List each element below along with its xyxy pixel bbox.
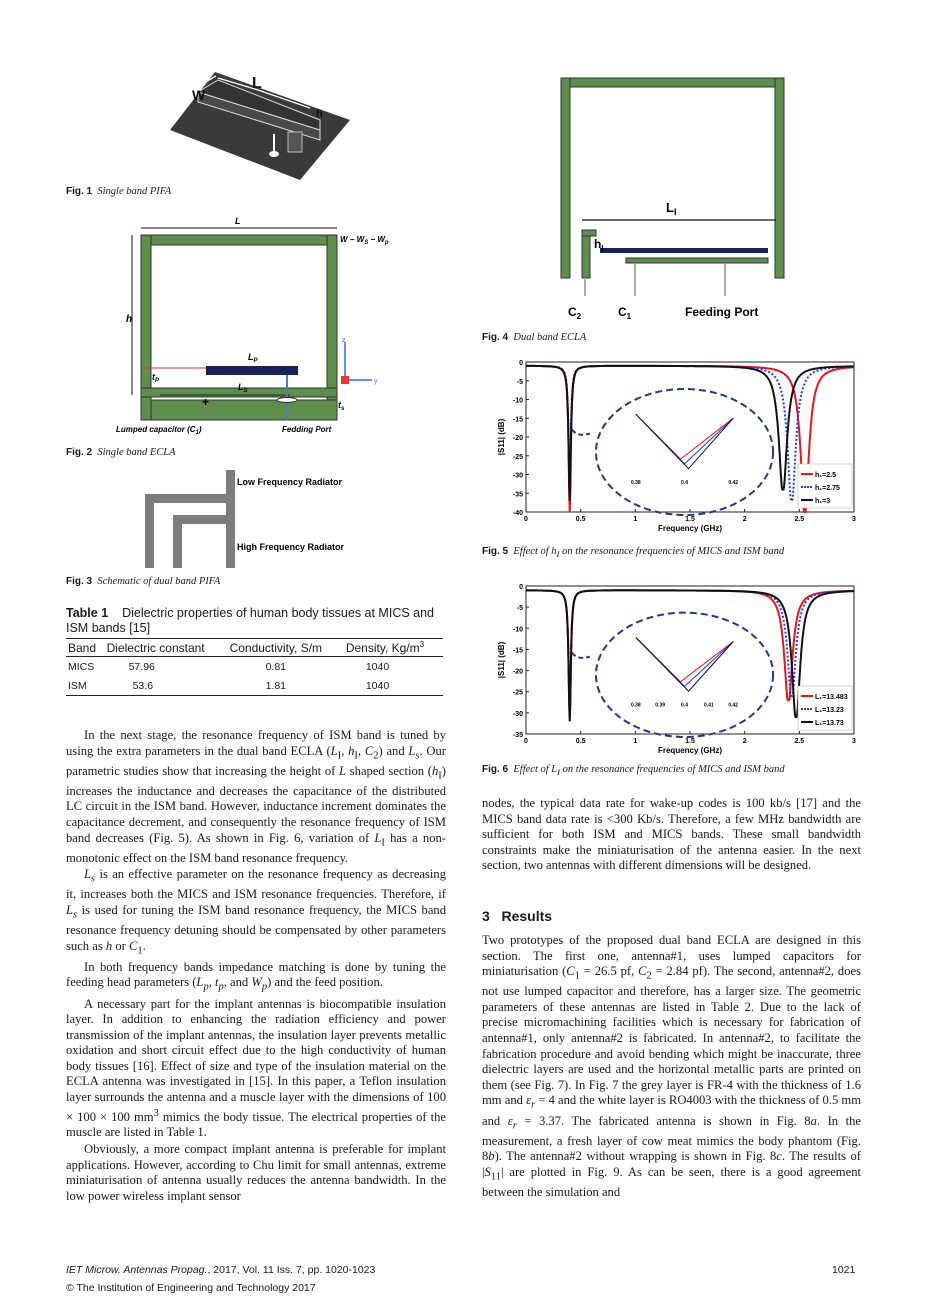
x-tick-label: 1 bbox=[633, 516, 638, 523]
y-tick-label: -25 bbox=[512, 689, 523, 697]
y-tick-label: -25 bbox=[512, 453, 523, 461]
y-axis-label: |S11| (dB) bbox=[497, 641, 506, 679]
y-tick-label: -10 bbox=[512, 626, 523, 634]
y-tick-label: -30 bbox=[512, 710, 523, 718]
y-tick-label: -20 bbox=[512, 668, 523, 676]
x-tick-label: 2 bbox=[742, 738, 747, 745]
inset-tick-label: 0.4 bbox=[681, 480, 689, 487]
fig2-label-L: L bbox=[235, 216, 241, 226]
fig5-caption: Fig. 5 Effect of $h_I$ on the resonance frequencies of MICS and ISM band bbox=[482, 546, 785, 560]
legend-entry: h₁=3 bbox=[815, 498, 831, 505]
fig4-label-C2: $C_2$ bbox=[568, 305, 582, 321]
fig1-image bbox=[170, 72, 350, 180]
fig4-label-C1: $C_1$ bbox=[618, 305, 632, 321]
fig5-chart bbox=[484, 356, 864, 536]
fig2-label-ts: $t_s$ bbox=[338, 400, 345, 412]
table1-header: Dielectric constant bbox=[105, 639, 228, 657]
table1-header: Band bbox=[66, 639, 105, 657]
legend-entry: h₁=2.5 bbox=[815, 472, 836, 479]
x-tick-label: 1.5 bbox=[685, 738, 695, 745]
x-tick-label: 0 bbox=[524, 738, 528, 745]
inset-tick-label: 0.42 bbox=[728, 702, 739, 709]
fig2-label-Lp: $L_P$ bbox=[248, 352, 258, 364]
left-column-text: In the next stage, the resonance frequency of ISM band is tuned by using the extra parameters in the dual band ECLA ($L_I$, $h_I$, $C_2$) and $L_s$. Our parametric studies show that increasing the height of L shaped section $(h_I)$ increases the inductance and decreases the capacitance of the distributed LC circuit in the ISM band. However, inductance increment dominates the capacitance decrement, and consequently the resonance frequency of ISM band decreases (Fig. 5). As shown in Fig. 6, variation of $L_I$ has a non-monotonic effect on the ISM band resonance frequency. $L_s$ is an effective parameter on the resonance frequency as decreasing it, increases both the MICS and ISM resonance frequencies. Therefore, if $L_s$ is used for tuning the ISM band resonance frequency, the MICS band resonance frequency detuning should be compensated by other parameters such as h or $C_1$. In both frequency bands impedance matching is done by tuning the feeding head parameters ($L_p$, $t_p$, and $W_p$) and the feed position. A necessary part for the implant antennas is biocompatible insulation layer. In addition to enhancing the radiation efficiency and power transmission of the implant antennas, the insulation layer prevents metallic oxidation and short circuit effect due to the high conductivity of human body tissues [16]. Effect of size and type of the insulation material on the ECLA antenna was investigated in [15]. In this paper, a Teflon insulation layer surrounds the antenna and a muscle layer with the dimensions of 100 × 100 × 100 $mm^3$ mimics the body tissue. The electrical properties of the muscle are listed in Table 1. Obviously, a more compact implant antenna is preferable for implant applications. However, according to Chu limit for small antennas, extreme miniaturisation of antenna usually reduces the antenna bandwidth. In the low power wireless implant sensor bbox=[66, 728, 447, 1203]
fig3-label-low: Low Frequency Radiator bbox=[237, 477, 343, 487]
x-tick-label: 2.5 bbox=[794, 738, 805, 745]
inset-tick-label: 0.39 bbox=[655, 702, 666, 709]
right-column-text-top: nodes, the typical data rate for wake-up codes is 100 kb/s [17] and the MICS band data rate is <300 Kb/s. Therefore, a few MHz bandwidth are sufficient for both ISM and MICS bands. These small bandwidth constraints make the miniaturisation of the antenna easier. In the next section, two antennas with different dimensions will be designed. bbox=[482, 796, 861, 873]
fig1-label-L: L bbox=[252, 75, 262, 92]
y-tick-label: -20 bbox=[512, 435, 523, 442]
y-tick-label: -15 bbox=[512, 416, 523, 424]
footer-copyright: © The Institution of Engineering and Technology 2017 bbox=[66, 1282, 316, 1294]
table1 bbox=[66, 638, 443, 696]
legend-entry: L₁=13.73 bbox=[815, 720, 844, 727]
x-axis-label: Frequency (GHz) bbox=[657, 524, 723, 533]
inset-tick-label: 0.42 bbox=[728, 480, 739, 487]
fig2-label-h: h bbox=[126, 314, 133, 325]
x-tick-label: 1 bbox=[633, 738, 638, 745]
y-tick-label: 0 bbox=[519, 584, 523, 591]
inset-tick-label: 0.4 bbox=[681, 702, 689, 709]
fig3-label-high: High Frequency Radiator bbox=[237, 542, 345, 552]
x-tick-label: 0.5 bbox=[575, 738, 586, 745]
fig2-label-Ls: $L_S$ bbox=[238, 382, 248, 394]
x-axis-label: Frequency (GHz) bbox=[657, 746, 723, 755]
fig4-label-LI: $L_I$ bbox=[666, 200, 677, 217]
fig2-label-W: $W - W_S - W_p$ bbox=[340, 235, 389, 246]
x-tick-label: 2.5 bbox=[794, 516, 805, 523]
x-tick-label: 3 bbox=[852, 738, 856, 745]
table-row: MICS 57.96 0.81 1040 bbox=[68, 661, 390, 673]
x-tick-label: 2 bbox=[742, 516, 747, 523]
svg-text:+: + bbox=[202, 395, 210, 409]
legend-entry: L₁=13.483 bbox=[815, 694, 848, 701]
fig3-image bbox=[145, 470, 380, 568]
y-tick-label: -30 bbox=[512, 472, 523, 480]
fig2-image bbox=[110, 210, 389, 440]
fig6-chart bbox=[484, 580, 864, 758]
fig2-caption: Fig. 2 Single band ECLA bbox=[66, 447, 176, 458]
fig2-axis-z: z bbox=[342, 337, 346, 344]
fig1-caption: Fig. 1 Single band PIFA bbox=[66, 186, 172, 197]
y-tick-label: -15 bbox=[512, 647, 523, 655]
right-column-text-results: Two prototypes of the proposed dual band ECLA are designed in this section. The first one, antenna#1, uses lumped capacitors for miniaturisation ($C_1 = 26.5$ pf, $C_2 = 2.84$ pf). The second, antenna#2, does not use lumped capacitor and therefore, has a larger size. The geometric parameters of these antennas are listed in Table 2. Due to the lack of precise micromachining facilities which is necessary for fabrication of antenna#1, only antenna#2 is fabricated. In antenna#2, to facilitate the fabrication procedure and avoid bending which might be inaccurate, three dielectric layers are used and the horizontal metallic parts are printed on them (see Fig. 7). In Fig. 7 the grey layer is FR-4 with the thickness of 1.6 mm and $\varepsilon_r = 4$ and the white layer is RO4003 with the thickness of 0.5 mm and $\varepsilon_r = 3.37$. The fabricated antenna is shown in Fig. 8a. In the measurement, a fresh layer of cow meat mimics the body phantom (Fig. 8b). The antenna#2 without wrapping is shown in Fig. 8c. The results of $|S_{11}|$ are plotted in Fig. 9. As can be seen, there is a good agreement between the simulation and bbox=[482, 933, 861, 1199]
legend-entry: h₁=2.75 bbox=[815, 485, 840, 492]
fig2-axis-y: y bbox=[374, 378, 378, 385]
y-axis-label: |S11| (dB) bbox=[497, 418, 506, 456]
fig1-label-h: h bbox=[316, 108, 323, 120]
y-tick-label: -35 bbox=[512, 491, 523, 499]
y-tick-label: -5 bbox=[516, 378, 523, 386]
fig1-label-W: W bbox=[192, 87, 206, 103]
page-number: 1021 bbox=[832, 1264, 856, 1276]
y-tick-label: -5 bbox=[516, 605, 523, 613]
fig3-caption: Fig. 3 Schematic of dual band PIFA bbox=[66, 576, 221, 587]
fig6-caption: Fig. 6 Effect of $L_I$ on the resonance frequencies of MICS and ISM band bbox=[482, 764, 785, 778]
y-tick-label: -35 bbox=[512, 732, 523, 739]
fig4-caption: Fig. 4 Dual band ECLA bbox=[482, 332, 587, 343]
inset-tick-label: 0.38 bbox=[630, 480, 641, 487]
y-tick-label: 0 bbox=[519, 360, 523, 367]
fig4-image bbox=[540, 78, 790, 323]
footer-citation: IET Microw. Antennas Propag., 2017, Vol. 11 Iss. 7, pp. 1020-1023 bbox=[66, 1264, 376, 1276]
x-tick-label: 0.5 bbox=[575, 516, 586, 523]
table1-header: Conductivity, S/m bbox=[228, 639, 344, 657]
legend-entry: L₁=13.23 bbox=[815, 707, 844, 714]
y-tick-label: -40 bbox=[512, 510, 523, 517]
x-tick-label: 0 bbox=[524, 516, 528, 523]
section-3-heading: 3 Results bbox=[482, 908, 553, 924]
fig2-label-capacitor: Lumped capacitor $(C_1)$ bbox=[116, 425, 202, 436]
fig4-label-feed: Feeding Port bbox=[685, 305, 759, 319]
inset-tick-label: 0.41 bbox=[704, 702, 714, 709]
fig4-label-hI: $h_I$ bbox=[594, 237, 604, 253]
fig2-label-feed: Fedding Port bbox=[282, 425, 332, 434]
table-row: ISM 53.6 1.81 1040 bbox=[66, 676, 443, 696]
y-tick-label: -10 bbox=[512, 397, 523, 405]
table1-header: Density, $Kg/m^3$ bbox=[344, 639, 443, 657]
x-tick-label: 3 bbox=[852, 516, 856, 523]
table1-title: Table 1 Dielectric properties of human body tissues at MICS and ISM bands [15] bbox=[66, 606, 435, 635]
fig2-label-tp: $t_P$ bbox=[152, 372, 160, 384]
x-tick-label: 1.5 bbox=[685, 516, 695, 523]
inset-tick-label: 0.38 bbox=[630, 702, 641, 709]
